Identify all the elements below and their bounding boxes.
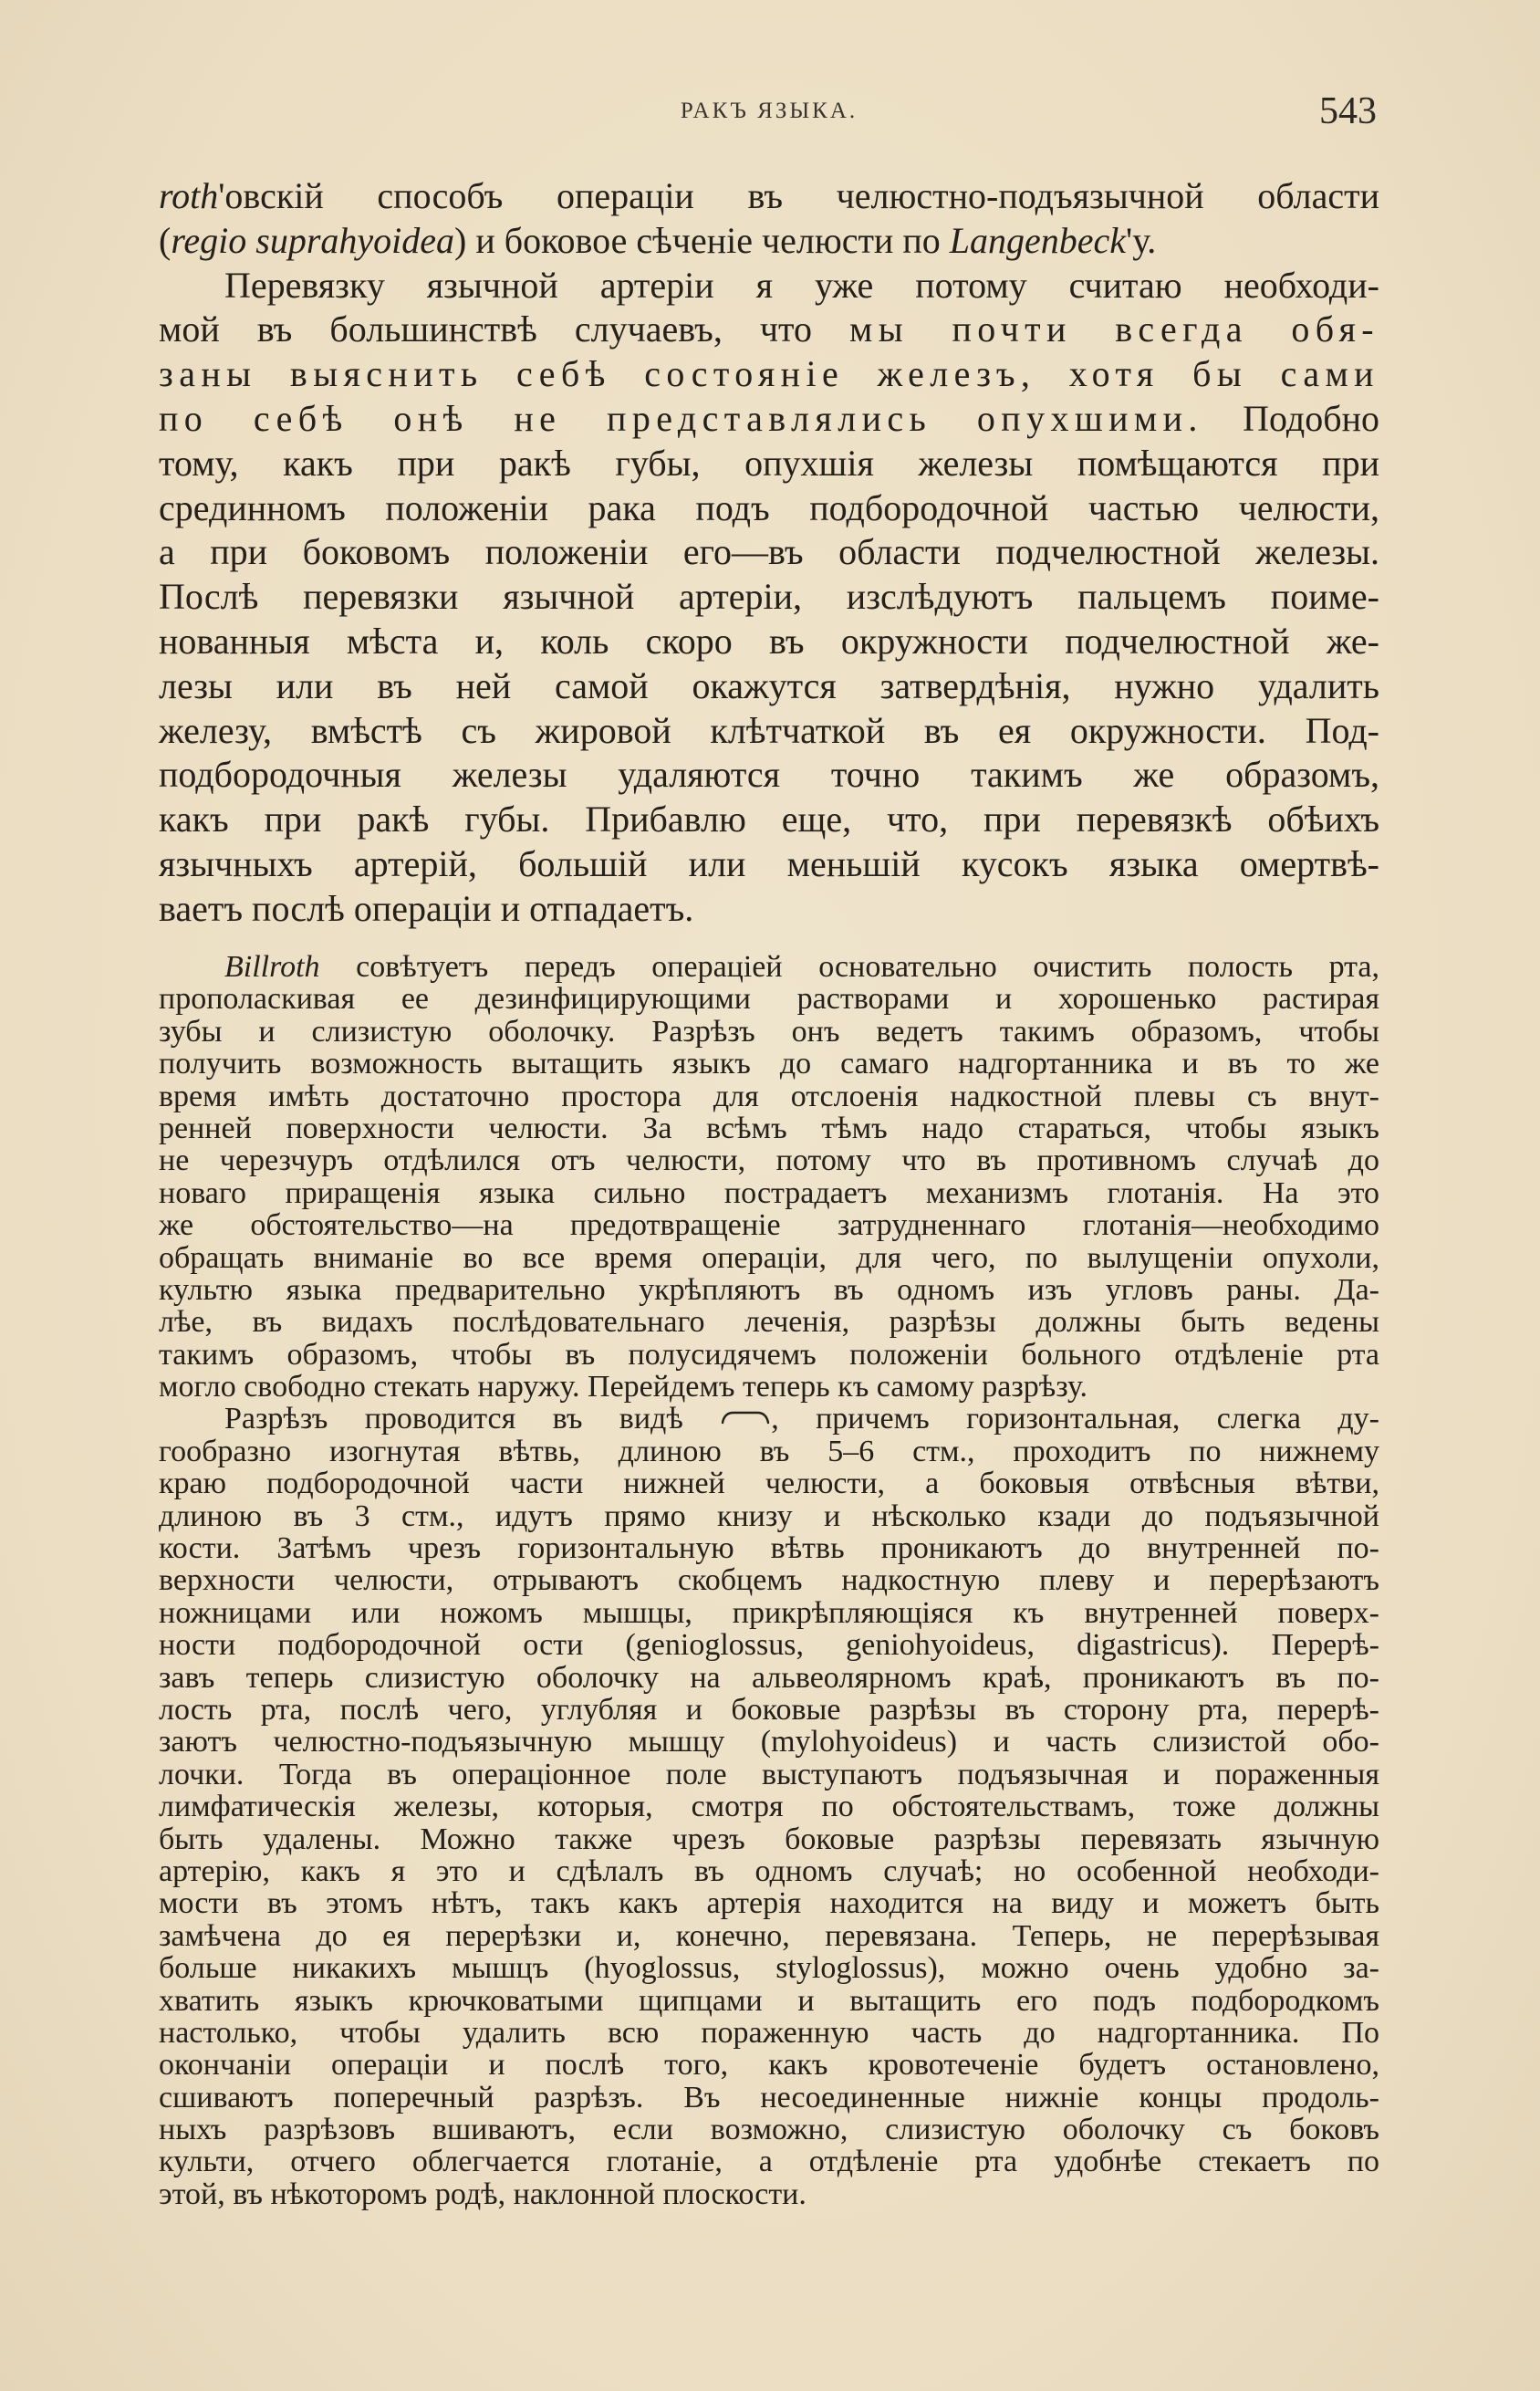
text-line: хватить языкъ крючковатыми щипцами и вытащить его подъ подбородкомъ (159, 1983, 1379, 2018)
text-line: кости. Затѣмъ чрезъ горизонтальную вѣтвь проникаютъ до внутренней по- (159, 1531, 1379, 1566)
text-segment: Подобно (1202, 397, 1380, 439)
text-line: такимъ образомъ, чтобы въ полусидячемъ положеніи больного отдѣленіе рта (159, 1337, 1379, 1372)
text-line: тому, какъ при ракѣ губы, опухшія железы помѣщаются при (159, 442, 1379, 484)
text-line: подбородочныя железы удаляются точно такимъ же образомъ, (159, 754, 1379, 796)
text-line (159, 951, 1379, 983)
text-line: лочки. Тогда въ операціонное поле выступаютъ подъязычная и пораженныя (159, 1757, 1379, 1791)
text-line: прополаскивая ее дезинфицирующими растворами и хорошенько растирая (159, 982, 1379, 1017)
text-line: гообразно изогнутая вѣтвь, длиною въ 5–6 стм., проходитъ по нижнему (159, 1434, 1379, 1468)
text-line: артерію, какъ я это и сдѣлалъ въ одномъ случаѣ; но особенной необходи- (159, 1853, 1379, 1888)
author-name: Billroth (224, 950, 320, 984)
text-line: окончаніи операціи и послѣ того, какъ кровотеченіе будетъ остановлено, (159, 2048, 1379, 2083)
text-segment: совѣтуетъ передъ операціей основательно очистить полость рта, (319, 950, 1379, 984)
text-line: замѣчена до ея перерѣзки и, конечно, перевязана. Теперь, не перерѣзывая (159, 1918, 1379, 1953)
text-line (159, 397, 1379, 442)
text-line: а при боковомъ положеніи его—въ области подчелюстной железы. (159, 531, 1379, 573)
text-line: ныхъ разрѣзовъ вшиваютъ, если возможно, слизистую оболочку съ боковъ (159, 2113, 1379, 2147)
text-line: ности подбородочной ости (genioglossus, geniohyoideus, digastricus). Перерѣ- (159, 1628, 1379, 1663)
text-line: зубы и слизистую оболочку. Разрѣзъ онъ ведетъ такимъ образомъ, чтобы (159, 1014, 1379, 1049)
text-line: ренней поверхности челюсти. За всѣмъ тѣмъ надо стараться, чтобы языкъ (159, 1111, 1379, 1145)
author-name: Langenbeck (949, 219, 1127, 261)
text-line: лѣе, въ видахъ послѣдовательнаго леченія, разрѣзы должны быть ведены (159, 1305, 1379, 1340)
text-line: не черезчуръ отдѣлился отъ челюсти, потому что въ противномъ случаѣ до (159, 1143, 1379, 1178)
text-line (159, 352, 1379, 397)
text-line: быть удалены. Можно также чрезъ боковые разрѣзы перевязать язычную (159, 1822, 1379, 1856)
text-segment: мой въ большинствѣ случаевъ, что (159, 308, 850, 350)
text-line: ваетъ послѣ операціи и отпадаетъ. (159, 887, 694, 929)
text-line: больше никакихъ мышцъ (hyoglossus, styloglossus), можно очень удобно за- (159, 1951, 1379, 1986)
text-line: краю подбородочной части нижней челюсти, а боковыя отвѣсныя вѣтви, (159, 1467, 1379, 1501)
text-line: какъ при ракѣ губы. Прибавлю еще, что, при перевязкѣ обѣихъ (159, 799, 1379, 841)
small-print-block (159, 951, 1379, 2210)
text-line: верхности челюсти, отрываютъ скобцемъ надкостную плеву и перерѣзаютъ (159, 1563, 1379, 1598)
text-line: же обстоятельство—на предотвращеніе затрудненнаго глотанія—необходимо (159, 1208, 1379, 1243)
text-line: могло свободно стекать наружу. Перейдемъ теперь къ самому разрѣзу. (159, 1370, 1088, 1404)
text-line: новаго приращенія языка сильно пострадаетъ механизмъ глотанія. На это (159, 1175, 1379, 1210)
emphasized-text: мы почти всегда обя- (849, 308, 1379, 350)
text-segment: 'у. (1126, 219, 1157, 261)
text-segment: ) и боковое сѣченіе челюсти по (454, 219, 950, 261)
text-line: культи, отчего облегчается глотаніе, а отдѣленіе рта удобнѣе стекаетъ по (159, 2145, 1379, 2179)
text-line: срединномъ положеніи рака подъ подбородочной частью челюсти, (159, 486, 1379, 528)
text-line: железу, вмѣстѣ съ жировой клѣтчаткой въ ея окружности. Под- (159, 709, 1379, 751)
author-name: roth (159, 175, 219, 216)
emphasized-text: по себѣ онѣ не представлялись опухшими. (159, 397, 1203, 439)
text-line: Послѣ перевязки язычной артеріи, изслѣдуютъ пальцемъ поиме- (159, 576, 1379, 618)
text-segment: , причемъ горизонтальная, слегка ду- (771, 1402, 1379, 1436)
text-line: сшиваютъ поперечный разрѣзъ. Въ несоединенные нижніе концы продоль- (159, 2080, 1379, 2114)
text-line: обращать вниманіе во все время операціи, для чего, по вылущеніи опухоли, (159, 1240, 1379, 1275)
latin-term: regio suprahyoidea (171, 219, 455, 261)
text-line: лезы или въ ней самой окажутся затвердѣнія, нужно удалить (159, 664, 1379, 706)
text-line: культю языка предварительно укрѣпляютъ въ одномъ изъ угловъ раны. Да- (159, 1272, 1379, 1307)
text-line: нованныя мѣста и, коль скоро въ окружности подчелюстной же- (159, 620, 1379, 662)
text-segment: Разрѣзъ проводится въ видѣ (224, 1402, 721, 1436)
text-line (159, 308, 1379, 352)
text-line: время имѣть достаточно простора для отслоенія надкостной плевы съ внут- (159, 1079, 1379, 1113)
text-line: лимфатическія железы, которыя, смотря по обстоятельствамъ, тоже должны (159, 1790, 1379, 1824)
text-line: завъ теперь слизистую оболочку на альвеолярномъ краѣ, проникаютъ въ по- (159, 1660, 1379, 1695)
text-line: язычныхъ артерій, большій или меньшій кусокъ языка омертвѣ- (159, 842, 1379, 884)
text-line: лость рта, послѣ чего, углубляя и боковые разрѣзы въ сторону рта, перерѣ- (159, 1692, 1379, 1727)
running-head: РАКЪ ЯЗЫКА. (680, 99, 858, 123)
text-line: Перевязку язычной артеріи я уже потому считаю необходи- (224, 264, 1379, 306)
text-line (159, 219, 1379, 264)
text-segment: ( (159, 219, 172, 261)
main-text-block (159, 174, 1379, 932)
text-line (159, 1403, 1379, 1435)
text-line: получить возможность вытащить языкъ до самаго надгортанника и въ то же (159, 1047, 1379, 1081)
text-segment: 'овскій способъ операціи въ челюстно-подъязычной области (218, 175, 1379, 216)
text-line: мости въ этомъ нѣтъ, такъ какъ артерія находится на виду и можетъ быть (159, 1886, 1379, 1921)
text-line (159, 174, 1379, 219)
emphasized-text: заны выяснить себѣ состояніе железъ, хотя бы сами (159, 353, 1379, 395)
incision-arc-icon (720, 1408, 771, 1425)
text-line: заютъ челюстно-подъязычную мышцу (mylohyoideus) и часть слизистой обо- (159, 1725, 1379, 1759)
text-line: настолько, чтобы удалить всю пораженную часть до надгортанника. По (159, 2015, 1379, 2050)
page-number: 543 (1319, 90, 1377, 132)
text-line: этой, въ нѣкоторомъ родѣ, наклонной плоскости. (159, 2177, 806, 2211)
text-line: длиною въ 3 стм., идутъ прямо книзу и нѣсколько кзади до подъязычной (159, 1498, 1379, 1533)
text-line: ножницами или ножомъ мышцы, прикрѣпляющіяся къ внутренней поверх- (159, 1595, 1379, 1630)
